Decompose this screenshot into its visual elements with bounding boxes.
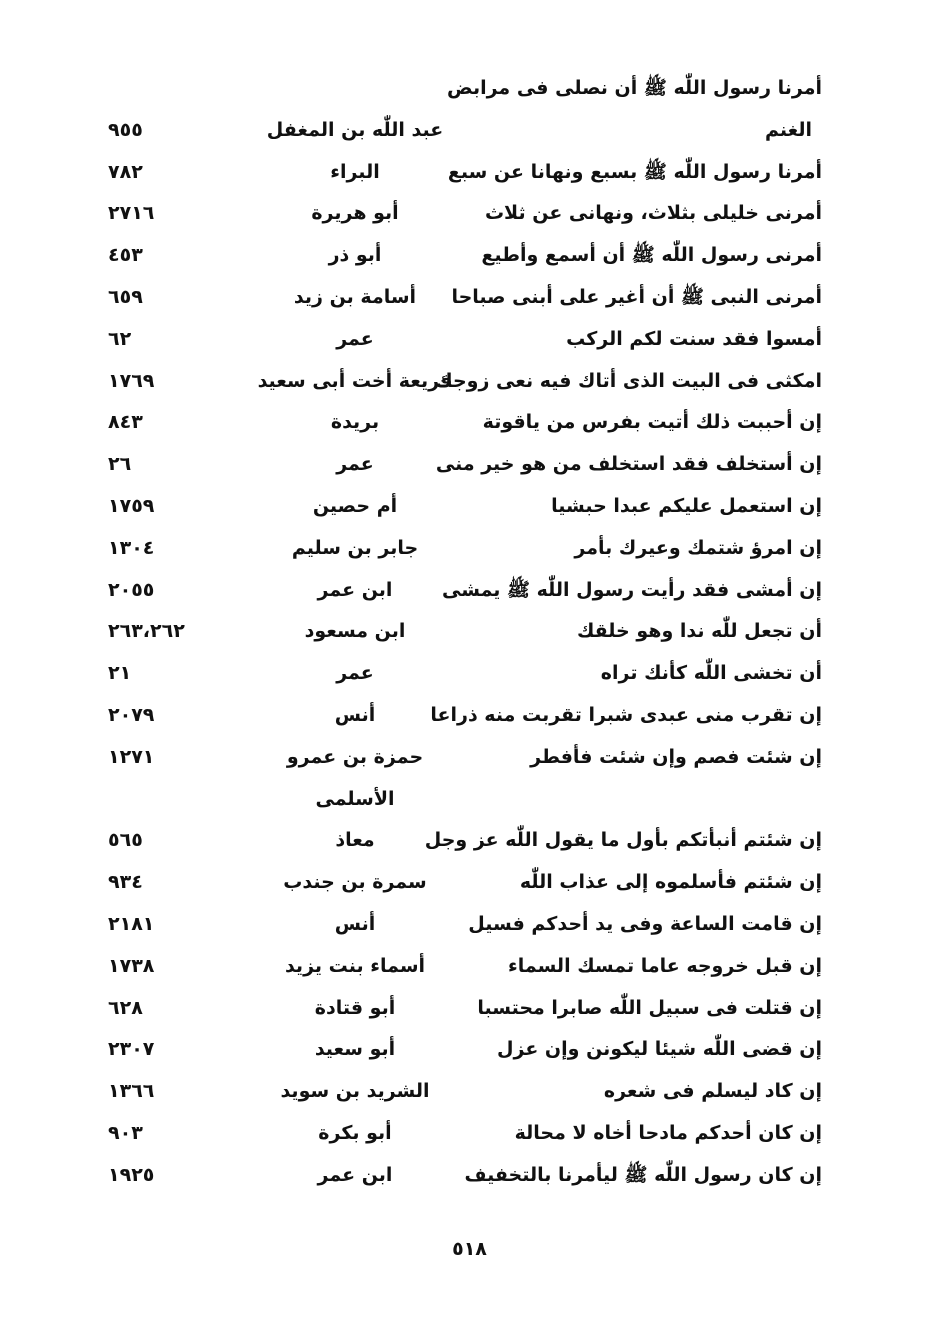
narrator-name: أبو قتادة xyxy=(314,996,396,1019)
hadith-number: ٦٢ xyxy=(108,327,132,350)
index-row xyxy=(0,68,939,110)
narrator-name: أنس xyxy=(334,703,376,726)
narrator-name: جابر بن سليم xyxy=(291,536,419,559)
hadith-text: إن كان رسول اللّٰه ﷺ ليأمرنا بالتخفيف xyxy=(464,1163,822,1186)
hadith-number: ٧٨٢ xyxy=(108,160,143,183)
hadith-text: إن استعمل عليكم عبدا حبشيا xyxy=(551,494,822,517)
hadith-text: أمرنى خليلى بثلاث، ونهانى عن ثلاث xyxy=(484,202,822,225)
hadith-number: ٢٠٧٩ xyxy=(108,703,155,726)
hadith-text: إن شئت فصم وإن شئت فأفطر xyxy=(530,745,822,768)
index-row xyxy=(0,988,939,1030)
index-row xyxy=(0,152,939,194)
index-row xyxy=(0,193,939,235)
hadith-text: إن كاد ليسلم فى شعره xyxy=(603,1080,822,1103)
hadith-number: ١٢٧١ xyxy=(108,745,155,768)
hadith-number: ٢٣٠٧ xyxy=(108,1038,155,1061)
hadith-number: ٢٦ xyxy=(108,453,132,476)
hadith-number: ٢٠٥٥ xyxy=(108,578,155,601)
hadith-number: ١٣٠٤ xyxy=(108,536,155,559)
hadith-number: ١٧٦٩ xyxy=(108,369,155,392)
index-row xyxy=(0,737,939,779)
index-row xyxy=(0,528,939,570)
hadith-text: أمرنى النبى ﷺ أن أغير على أبنى صباحا xyxy=(451,285,822,308)
hadith-number: ٩٥٥ xyxy=(108,118,143,141)
hadith-number: ٩٣٤ xyxy=(108,871,143,894)
narrator-name: أبو هريرة xyxy=(311,202,399,225)
narrator-name: الشريد بن سويد xyxy=(280,1080,430,1103)
narrator-name: معاذ xyxy=(335,829,375,852)
hadith-text: إن أمشى فقد رأيت رسول اللّٰه ﷺ يمشى xyxy=(442,578,822,601)
hadith-number: ٩٠٣ xyxy=(108,1121,143,1144)
hadith-text: أمسوا فقد سنت لكم الركب xyxy=(566,327,822,350)
hadith-number: ٢١ xyxy=(108,662,132,685)
hadith-number: ١٧٣٨ xyxy=(108,954,155,977)
narrator-name: أم حصين xyxy=(312,494,398,517)
hadith-number: ٨٤٣ xyxy=(108,411,143,434)
narrator-name: الأسلمى xyxy=(315,787,395,810)
index-row xyxy=(0,779,939,821)
narrator-name: بريدة xyxy=(330,411,380,434)
index-row xyxy=(0,653,939,695)
hadith-text: أمرنى رسول اللّٰه ﷺ أن أسمع وأطيع xyxy=(481,244,822,267)
hadith-text: إن أستخلف فقد استخلف من هو خير منى xyxy=(435,453,822,476)
hadith-number: ٢٦٣،٢٦٢ xyxy=(108,620,185,643)
index-row xyxy=(0,110,939,152)
narrator-name: حمزة بن عمرو xyxy=(286,745,424,768)
index-row xyxy=(0,611,939,653)
index-row xyxy=(0,319,939,361)
hadith-text: إن كان أحدكم مادحا أخاه لا محالة xyxy=(514,1121,822,1144)
hadith-text: إن أحببت ذلك أتيت بفرس من ياقوتة xyxy=(482,411,822,434)
index-row xyxy=(0,444,939,486)
hadith-text: إن قضى اللّٰه شيئا ليكونن وإن عزل xyxy=(497,1038,822,1061)
index-row xyxy=(0,361,939,403)
index-row xyxy=(0,862,939,904)
index-row xyxy=(0,1071,939,1113)
narrator-name: سمرة بن جندب xyxy=(283,871,427,894)
index-row xyxy=(0,946,939,988)
index-row xyxy=(0,820,939,862)
hadith-text: أن تخشى اللّٰه كأنك تراه xyxy=(600,662,822,685)
hadith-number: ١٩٢٥ xyxy=(108,1163,155,1186)
index-row xyxy=(0,1113,939,1155)
narrator-name: ابن عمر xyxy=(317,578,393,601)
narrator-name: أنس xyxy=(334,912,376,935)
hadith-number: ٢١٨١ xyxy=(108,912,155,935)
hadith-number xyxy=(108,779,218,821)
index-row xyxy=(0,1155,939,1197)
narrator-name: ابن عمر xyxy=(317,1163,393,1186)
index-row xyxy=(0,235,939,277)
hadith-number: ٦٥٩ xyxy=(108,285,143,308)
narrator-name xyxy=(240,68,470,110)
narrator-name: أبو ذر xyxy=(328,244,382,267)
hadith-number: ٢٧١٦ xyxy=(108,202,155,225)
hadith-text: إن تقرب منى عبدى شبرا تقربت منه ذراعا xyxy=(430,703,822,726)
narrator-name: عبد اللّٰه بن المغفل xyxy=(266,118,444,141)
hadith-text: امكثى فى البيت الذى أتاك فيه نعى زوجك xyxy=(435,369,822,392)
hadith-number: ١٣٦٦ xyxy=(108,1080,155,1103)
narrator-name: أسماء بنت يزيد xyxy=(284,954,426,977)
narrator-name: أبو بكرة xyxy=(318,1121,392,1144)
index-row xyxy=(0,277,939,319)
hadith-number xyxy=(108,68,218,110)
index-row xyxy=(0,1029,939,1071)
hadith-text: إن قبل خروجه عاما تمسك السماء xyxy=(508,954,822,977)
hadith-index-list xyxy=(0,68,939,1197)
hadith-text: أمرنا رسول اللّٰه ﷺ أن نصلى فى مرابض xyxy=(447,77,822,99)
index-row xyxy=(0,695,939,737)
hadith-number: ١٧٥٩ xyxy=(108,494,155,517)
hadith-text: إن شئتم أنبأتكم بأول ما يقول اللّٰه عز وجل xyxy=(424,829,822,852)
index-row xyxy=(0,904,939,946)
narrator-name: عمر xyxy=(336,453,374,476)
index-row xyxy=(0,570,939,612)
hadith-number: ٦٢٨ xyxy=(108,996,143,1019)
page-number: ٥١٨ xyxy=(452,1238,487,1260)
hadith-text: إن قتلت فى سبيل اللّٰه صابرا محتسبا xyxy=(477,996,822,1019)
narrator-name: فريعة أخت أبى سعيد xyxy=(257,369,453,392)
hadith-text: أن تجعل للّٰه ندا وهو خلقك xyxy=(576,620,822,643)
hadith-number: ٥٦٥ xyxy=(108,829,143,852)
index-row xyxy=(0,402,939,444)
narrator-name: البراء xyxy=(330,160,380,183)
hadith-text: أمرنا رسول اللّٰه ﷺ بسبع ونهانا عن سبع xyxy=(447,160,822,183)
hadith-text: الغنم xyxy=(764,118,812,141)
hadith-text: إن امرؤ شتمك وعيرك بأمر xyxy=(574,536,822,559)
narrator-name: أبو سعيد xyxy=(314,1038,396,1061)
narrator-name: أسامة بن زيد xyxy=(293,285,417,308)
hadith-text: إن قامت الساعة وفى يد أحدكم فسيل xyxy=(468,912,822,935)
hadith-text: إن شئتم فأسلموه إلى عذاب اللّٰه xyxy=(519,871,822,894)
narrator-name: عمر xyxy=(336,662,374,685)
index-row xyxy=(0,486,939,528)
narrator-name: ابن مسعود xyxy=(304,620,406,643)
hadith-number: ٤٥٣ xyxy=(108,244,143,267)
narrator-name: عمر xyxy=(336,327,374,350)
